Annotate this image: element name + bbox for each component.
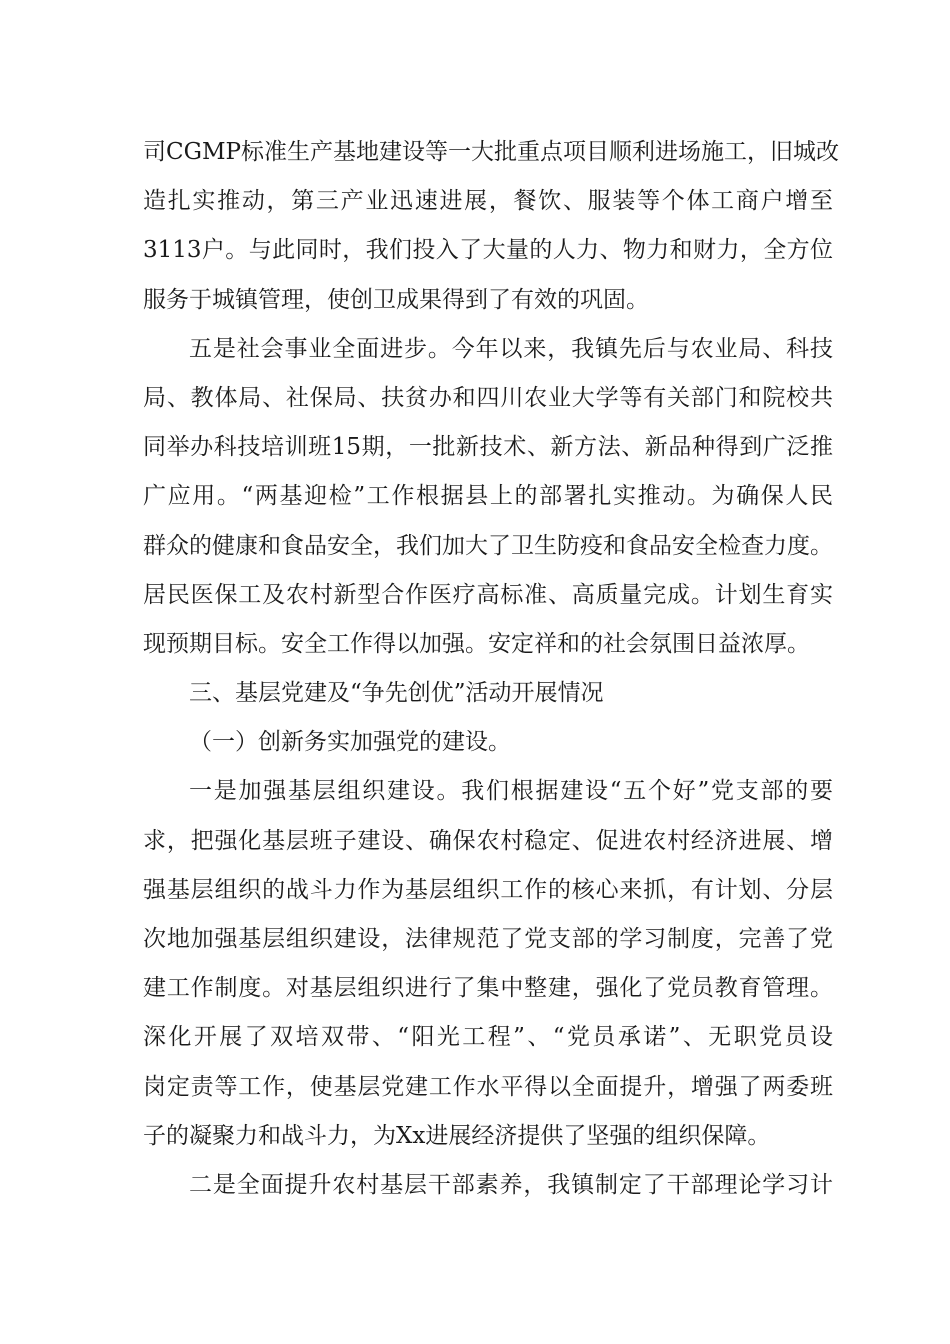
- text-line: 司CGMP标准生产基地建设等一大批重点项目顺利进场施工，旧城改: [143, 139, 839, 165]
- text-line: 岗定责等工作，使基层党建工作水平得以全面提升，增强了两委班: [143, 1073, 833, 1100]
- text-line: 建工作制度。对基层组织进行了集中整建，强化了党员教育管理。: [143, 975, 833, 1002]
- text-line: 深化开展了双培双带、“阳光工程”、“党员承诺”、无职党员设: [143, 1024, 833, 1051]
- text-line: 群众的健康和食品安全，我们加大了卫生防疫和食品安全检查力度。: [143, 532, 833, 559]
- text-line: 一是加强基层组织建设。我们根据建设“五个好”党支部的要: [189, 778, 833, 805]
- text-line: 居民医保工及农村新型合作医疗高标准、高质量完成。计划生育实: [143, 581, 833, 608]
- text-line: 同举办科技培训班15期，一批新技术、新方法、新品种得到广泛推: [143, 434, 833, 461]
- text-line: 造扎实推动，第三产业迅速进展，餐饮、服装等个体工商户增至: [143, 188, 833, 215]
- body-text: [143, 128, 839, 1210]
- section-heading: 三、基层党建及“争先创优”活动开展情况: [189, 680, 604, 707]
- text-line: 现预期目标。安全工作得以加强。安定祥和的社会氛围日益浓厚。: [143, 630, 810, 657]
- text-line: 强基层组织的战斗力作为基层组织工作的核心来抓，有计划、分层: [143, 876, 833, 903]
- text-line: 3113户。与此同时，我们投入了大量的人力、物力和财力，全方位: [143, 237, 833, 264]
- text-line: 广应用。“两基迎检”工作根据县上的部署扎实推动。为确保人民: [143, 483, 833, 510]
- text-line: 求，把强化基层班子建设、确保农村稳定、促进农村经济进展、增: [143, 827, 833, 854]
- text-line: 次地加强基层组织建设，法律规范了党支部的学习制度，完善了党: [143, 926, 833, 952]
- text-line: 子的凝聚力和战斗力，为Xx进展经济提供了坚强的组织保障。: [143, 1122, 771, 1149]
- subsection-heading: （一）创新务实加强党的建设。: [189, 729, 511, 756]
- text-line: 二是全面提升农村基层干部素养，我镇制定了干部理论学习计: [189, 1171, 833, 1198]
- text-line: 局、教体局、社保局、扶贫办和四川农业大学等有关部门和院校共: [143, 384, 833, 411]
- text-line: 服务于城镇管理，使创卫成果得到了有效的巩固。: [143, 286, 649, 313]
- text-line: 五是社会事业全面进步。今年以来，我镇先后与农业局、科技: [189, 335, 833, 362]
